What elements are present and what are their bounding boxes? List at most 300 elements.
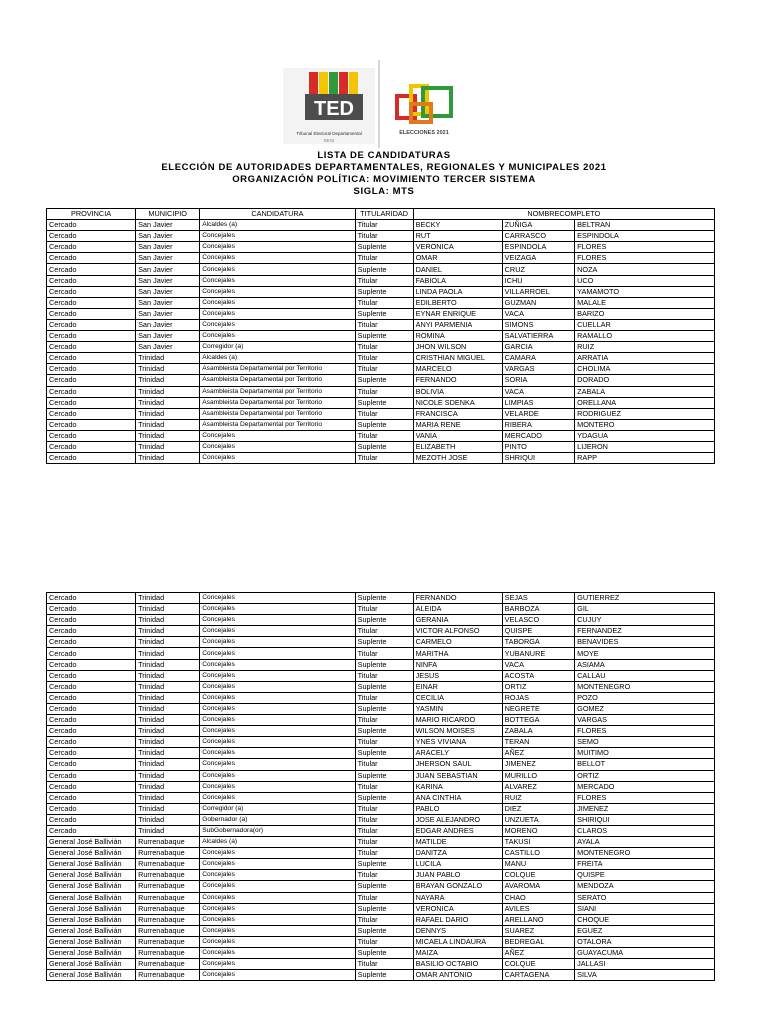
cell-nombre: NAYARA (413, 892, 502, 903)
cell-municipio: San Javier (136, 297, 200, 308)
cell-candidatura: Concejales (200, 759, 355, 770)
cell-titularidad: Titular (355, 936, 413, 947)
table-row (47, 441, 715, 452)
cell-nombre: EDILBERTO (413, 297, 502, 308)
cell-provincia: Cercado (47, 297, 136, 308)
cell-municipio: Trinidad (136, 781, 200, 792)
cell-apellido-paterno: CHAO (502, 892, 574, 903)
cell-municipio: Rurrenabaque (136, 881, 200, 892)
cell-titularidad: Suplente (355, 593, 413, 604)
table-row (47, 593, 715, 604)
cell-municipio: Rurrenabaque (136, 837, 200, 848)
table-row (47, 231, 715, 242)
cell-municipio: Trinidad (136, 615, 200, 626)
cell-apellido-materno: MENDOZA (575, 881, 715, 892)
cell-apellido-materno: CUJUY (575, 615, 715, 626)
candidates-table-page-1 (46, 208, 715, 464)
cell-titularidad: Suplente (355, 703, 413, 714)
table-row (47, 948, 715, 959)
cell-apellido-paterno: VEIZAGA (502, 253, 574, 264)
cell-provincia: General José Ballivián (47, 859, 136, 870)
cell-municipio: Trinidad (136, 792, 200, 803)
cell-candidatura: Concejales (200, 670, 355, 681)
cell-municipio: Rurrenabaque (136, 959, 200, 970)
cell-apellido-materno: YAMAMOTO (575, 286, 715, 297)
cell-titularidad: Suplente (355, 375, 413, 386)
cell-apellido-paterno: ZUÑIGA (502, 220, 574, 231)
cell-apellido-materno: AYALA (575, 837, 715, 848)
cell-provincia: Cercado (47, 441, 136, 452)
cell-provincia: Cercado (47, 386, 136, 397)
cell-titularidad: Suplente (355, 419, 413, 430)
cell-nombre: VERONICA (413, 903, 502, 914)
cell-provincia: General José Ballivián (47, 970, 136, 981)
cell-apellido-paterno: JIMENEZ (502, 759, 574, 770)
cell-apellido-paterno: MANU (502, 859, 574, 870)
table-row (47, 397, 715, 408)
cell-candidatura: Asambleista Departamental por Territorio (200, 419, 355, 430)
cell-apellido-materno: VARGAS (575, 715, 715, 726)
cell-apellido-paterno: ESPINDOLA (502, 242, 574, 253)
cell-apellido-materno: FLORES (575, 792, 715, 803)
cell-municipio: Rurrenabaque (136, 914, 200, 925)
cell-candidatura: Asambleista Departamental por Territorio (200, 364, 355, 375)
cell-titularidad: Suplente (355, 637, 413, 648)
cell-apellido-paterno: QUISPE (502, 626, 574, 637)
cell-apellido-materno: ORTIZ (575, 770, 715, 781)
cell-titularidad: Suplente (355, 970, 413, 981)
cell-titularidad: Suplente (355, 903, 413, 914)
cell-apellido-paterno: RUIZ (502, 792, 574, 803)
cell-apellido-materno: ZABALA (575, 386, 715, 397)
cell-titularidad: Suplente (355, 397, 413, 408)
cell-provincia: Cercado (47, 659, 136, 670)
cell-nombre: JHON WILSON (413, 342, 502, 353)
cell-apellido-materno: FLORES (575, 242, 715, 253)
cell-nombre: ARACELY (413, 748, 502, 759)
cell-titularidad: Suplente (355, 859, 413, 870)
cell-provincia: Cercado (47, 353, 136, 364)
cell-municipio: Rurrenabaque (136, 892, 200, 903)
cell-provincia: Cercado (47, 220, 136, 231)
cell-apellido-materno: SIANI (575, 903, 715, 914)
cell-titularidad: Titular (355, 870, 413, 881)
cell-apellido-paterno: SORIA (502, 375, 574, 386)
cell-titularidad: Titular (355, 453, 413, 464)
cell-candidatura: Concejales (200, 936, 355, 947)
cell-titularidad: Titular (355, 253, 413, 264)
cell-provincia: General José Ballivián (47, 848, 136, 859)
cell-municipio: Trinidad (136, 604, 200, 615)
cell-apellido-paterno: VELARDE (502, 408, 574, 419)
table-row (47, 792, 715, 803)
table-row (47, 364, 715, 375)
cell-titularidad: Titular (355, 408, 413, 419)
cell-nombre: YNES VIVIANA (413, 737, 502, 748)
cell-candidatura: Corregidor (a) (200, 342, 355, 353)
cell-apellido-materno: SILVA (575, 970, 715, 981)
cell-municipio: Rurrenabaque (136, 903, 200, 914)
ted-logo-text: TED (314, 98, 354, 120)
cell-candidatura: Alcaldes (a) (200, 837, 355, 848)
cell-provincia: Cercado (47, 408, 136, 419)
cell-municipio: Trinidad (136, 692, 200, 703)
table-row (47, 242, 715, 253)
cell-provincia: Cercado (47, 430, 136, 441)
cell-apellido-paterno: UNZUETA (502, 814, 574, 825)
cell-titularidad: Titular (355, 892, 413, 903)
cell-provincia: General José Ballivián (47, 870, 136, 881)
table-row (47, 670, 715, 681)
cell-candidatura: Concejales (200, 319, 355, 330)
cell-municipio: Trinidad (136, 770, 200, 781)
document-subtitle: ELECCIÓN DE AUTORIDADES DEPARTAMENTALES, REGIONALES Y MUNICIPALES 2021 (161, 162, 607, 173)
cell-candidatura: Concejales (200, 859, 355, 870)
cell-provincia: Cercado (47, 375, 136, 386)
cell-apellido-materno: FREITA (575, 859, 715, 870)
cell-candidatura: Concejales (200, 453, 355, 464)
cell-titularidad: Titular (355, 386, 413, 397)
cell-apellido-materno: GIL (575, 604, 715, 615)
table-row (47, 659, 715, 670)
cell-apellido-paterno: RIBERA (502, 419, 574, 430)
table-row (47, 814, 715, 825)
cell-candidatura: Alcaldes (a) (200, 220, 355, 231)
cell-apellido-paterno: BEDREGAL (502, 936, 574, 947)
cell-nombre: DANIEL (413, 264, 502, 275)
cell-titularidad: Suplente (355, 792, 413, 803)
cell-candidatura: Corregidor (a) (200, 803, 355, 814)
cell-nombre: MICAELA LINDAURA (413, 936, 502, 947)
cell-nombre: BASILIO OCTABIO (413, 959, 502, 970)
table-row (47, 648, 715, 659)
cell-provincia: Cercado (47, 319, 136, 330)
cell-municipio: Trinidad (136, 737, 200, 748)
cell-candidatura: Concejales (200, 264, 355, 275)
cell-candidatura: Asambleista Departamental por Territorio (200, 408, 355, 419)
table-row (47, 781, 715, 792)
cell-titularidad: Titular (355, 737, 413, 748)
table-row (47, 848, 715, 859)
cell-apellido-paterno: BARBOZA (502, 604, 574, 615)
cell-nombre: FERNANDO (413, 375, 502, 386)
cell-municipio: Trinidad (136, 715, 200, 726)
cell-candidatura: Concejales (200, 430, 355, 441)
cell-provincia: Cercado (47, 604, 136, 615)
cell-municipio: Trinidad (136, 375, 200, 386)
cell-candidatura: Concejales (200, 781, 355, 792)
table-row (47, 220, 715, 231)
cell-titularidad: Suplente (355, 726, 413, 737)
table-row (47, 837, 715, 848)
cell-apellido-paterno: MERCADO (502, 430, 574, 441)
table-body-page-2 (47, 593, 715, 981)
cell-nombre: JHERSON SAUL (413, 759, 502, 770)
cell-provincia: Cercado (47, 242, 136, 253)
table-row (47, 353, 715, 364)
cell-candidatura: Concejales (200, 737, 355, 748)
cell-apellido-materno: GUAYACUMA (575, 948, 715, 959)
cell-apellido-materno: RAPP (575, 453, 715, 464)
cell-apellido-materno: SHIRIQUI (575, 814, 715, 825)
cell-titularidad: Titular (355, 353, 413, 364)
table-row (47, 286, 715, 297)
cell-provincia: Cercado (47, 792, 136, 803)
cell-municipio: San Javier (136, 331, 200, 342)
cell-provincia: Cercado (47, 593, 136, 604)
cell-apellido-paterno: CASTILLO (502, 848, 574, 859)
ted-region: BENI (323, 138, 335, 143)
cell-nombre: PABLO (413, 803, 502, 814)
cell-municipio: Trinidad (136, 637, 200, 648)
cell-apellido-paterno: YUBANURE (502, 648, 574, 659)
cell-candidatura: Concejales (200, 970, 355, 981)
ted-subtitle: Tribunal Electoral Departamental (296, 131, 362, 136)
cell-provincia: General José Ballivián (47, 936, 136, 947)
cell-apellido-paterno: ORTIZ (502, 681, 574, 692)
cell-provincia: General José Ballivián (47, 837, 136, 848)
cell-apellido-paterno: GUZMAN (502, 297, 574, 308)
cell-municipio: Rurrenabaque (136, 859, 200, 870)
cell-titularidad: Titular (355, 959, 413, 970)
table-row (47, 770, 715, 781)
cell-apellido-paterno: SEJAS (502, 593, 574, 604)
cell-apellido-paterno: DIEZ (502, 803, 574, 814)
cell-municipio: Trinidad (136, 386, 200, 397)
cell-candidatura: Concejales (200, 692, 355, 703)
cell-apellido-paterno: CRUZ (502, 264, 574, 275)
cell-candidatura: Concejales (200, 848, 355, 859)
cell-apellido-materno: RAMALLO (575, 331, 715, 342)
cell-nombre: JUAN SEBASTIAN (413, 770, 502, 781)
cell-provincia: Cercado (47, 748, 136, 759)
table-body-page-1 (47, 220, 715, 464)
cell-titularidad: Titular (355, 430, 413, 441)
cell-nombre: ANA CINTHIA (413, 792, 502, 803)
cell-apellido-materno: ORELLANA (575, 397, 715, 408)
cell-apellido-materno: CUELLAR (575, 319, 715, 330)
cell-nombre: KARINA (413, 781, 502, 792)
cell-apellido-paterno: CAMARA (502, 353, 574, 364)
cell-apellido-materno: EGUEZ (575, 925, 715, 936)
cell-titularidad: Titular (355, 364, 413, 375)
party-acronym: SIGLA: MTS (353, 186, 415, 197)
cell-provincia: Cercado (47, 419, 136, 430)
cell-municipio: Trinidad (136, 453, 200, 464)
cell-apellido-materno: CALLAU (575, 670, 715, 681)
cell-titularidad: Suplente (355, 948, 413, 959)
cell-candidatura: Concejales (200, 297, 355, 308)
cell-apellido-materno: MERCADO (575, 781, 715, 792)
cell-provincia: General José Ballivián (47, 914, 136, 925)
cell-provincia: Cercado (47, 825, 136, 836)
cell-apellido-materno: ESPINDOLA (575, 231, 715, 242)
cell-municipio: Rurrenabaque (136, 925, 200, 936)
cell-provincia: Cercado (47, 726, 136, 737)
cell-candidatura: Concejales (200, 331, 355, 342)
header-logos (283, 60, 468, 148)
cell-provincia: Cercado (47, 648, 136, 659)
cell-provincia: General José Ballivián (47, 892, 136, 903)
cell-titularidad: Suplente (355, 242, 413, 253)
table-row (47, 859, 715, 870)
cell-apellido-materno: UCO (575, 275, 715, 286)
cell-titularidad: Suplente (355, 881, 413, 892)
cell-candidatura: Concejales (200, 914, 355, 925)
cell-apellido-paterno: AVAROMA (502, 881, 574, 892)
cell-municipio: Rurrenabaque (136, 948, 200, 959)
cell-candidatura: Concejales (200, 593, 355, 604)
cell-provincia: Cercado (47, 286, 136, 297)
cell-nombre: MARIA RENE (413, 419, 502, 430)
cell-municipio: Trinidad (136, 353, 200, 364)
table-row (47, 759, 715, 770)
cell-nombre: EYNAR ENRIQUE (413, 308, 502, 319)
cell-nombre: VANIA (413, 430, 502, 441)
cell-municipio: Rurrenabaque (136, 870, 200, 881)
cell-provincia: General José Ballivián (47, 881, 136, 892)
cell-candidatura: Concejales (200, 703, 355, 714)
cell-municipio: San Javier (136, 264, 200, 275)
cell-municipio: Trinidad (136, 670, 200, 681)
cell-candidatura: Asambleista Departamental por Territorio (200, 397, 355, 408)
cell-candidatura: Concejales (200, 726, 355, 737)
table-row (47, 692, 715, 703)
cell-apellido-materno: ASIAMA (575, 659, 715, 670)
cell-nombre: GERANIA (413, 615, 502, 626)
cell-titularidad: Titular (355, 914, 413, 925)
cell-candidatura: Concejales (200, 604, 355, 615)
cell-apellido-paterno: GARCIA (502, 342, 574, 353)
cell-apellido-paterno: AÑEZ (502, 948, 574, 959)
table-row (47, 748, 715, 759)
cell-titularidad: Titular (355, 275, 413, 286)
cell-apellido-materno: RUIZ (575, 342, 715, 353)
cell-titularidad: Suplente (355, 659, 413, 670)
cell-nombre: EDGAR ANDRES (413, 825, 502, 836)
cell-apellido-materno: BARIZO (575, 308, 715, 319)
cell-candidatura: Concejales (200, 792, 355, 803)
cell-nombre: LINDA PAOLA (413, 286, 502, 297)
cell-nombre: CARMELO (413, 637, 502, 648)
cell-municipio: Trinidad (136, 726, 200, 737)
cell-municipio: Trinidad (136, 430, 200, 441)
cell-apellido-paterno: VACA (502, 659, 574, 670)
cell-candidatura: Concejales (200, 648, 355, 659)
cell-apellido-paterno: AVILES (502, 903, 574, 914)
table-row (47, 342, 715, 353)
cell-titularidad: Suplente (355, 286, 413, 297)
column-header-nombre-completo: NOMBRECOMPLETO (413, 209, 714, 220)
cell-provincia: Cercado (47, 308, 136, 319)
cell-titularidad: Titular (355, 626, 413, 637)
cell-apellido-materno: CLAROS (575, 825, 715, 836)
cell-provincia: Cercado (47, 331, 136, 342)
cell-nombre: MARITHA (413, 648, 502, 659)
cell-titularidad: Titular (355, 342, 413, 353)
cell-nombre: YASMIN (413, 703, 502, 714)
cell-apellido-paterno: ICHU (502, 275, 574, 286)
cell-provincia: Cercado (47, 737, 136, 748)
cell-nombre: MEZOTH JOSE (413, 453, 502, 464)
cell-titularidad: Titular (355, 825, 413, 836)
cell-nombre: VICTOR ALFONSO (413, 626, 502, 637)
cell-apellido-materno: JALLASI (575, 959, 715, 970)
cell-apellido-paterno: TERAN (502, 737, 574, 748)
cell-municipio: San Javier (136, 286, 200, 297)
cell-titularidad: Suplente (355, 770, 413, 781)
document-title: LISTA DE CANDIDATURAS (317, 150, 451, 161)
cell-nombre: NICOLE SDENKA (413, 397, 502, 408)
cell-titularidad: Suplente (355, 331, 413, 342)
cell-nombre: RAFAEL DARIO (413, 914, 502, 925)
cell-nombre: DENNYS (413, 925, 502, 936)
cell-candidatura: Concejales (200, 659, 355, 670)
cell-municipio: Trinidad (136, 659, 200, 670)
cell-nombre: EINAR (413, 681, 502, 692)
table-row (47, 925, 715, 936)
cell-provincia: Cercado (47, 397, 136, 408)
cell-candidatura: Concejales (200, 959, 355, 970)
table-row (47, 453, 715, 464)
cell-provincia: Cercado (47, 670, 136, 681)
cell-apellido-materno: FLORES (575, 726, 715, 737)
cell-nombre: FABIOLA (413, 275, 502, 286)
cell-apellido-paterno: VARGAS (502, 364, 574, 375)
cell-apellido-materno: YDAGUA (575, 430, 715, 441)
cell-titularidad: Titular (355, 319, 413, 330)
cell-apellido-materno: MUITIMO (575, 748, 715, 759)
cell-candidatura: Concejales (200, 286, 355, 297)
cell-apellido-materno: FERNANDEZ (575, 626, 715, 637)
cell-apellido-paterno: LIMPIAS (502, 397, 574, 408)
cell-apellido-paterno: ALVAREZ (502, 781, 574, 792)
cell-titularidad: Titular (355, 759, 413, 770)
cell-candidatura: Concejales (200, 275, 355, 286)
cell-nombre: DANITZA (413, 848, 502, 859)
table-row (47, 419, 715, 430)
cell-municipio: Rurrenabaque (136, 936, 200, 947)
cell-municipio: Trinidad (136, 759, 200, 770)
cell-municipio: San Javier (136, 308, 200, 319)
cell-titularidad: Titular (355, 670, 413, 681)
cell-titularidad: Titular (355, 814, 413, 825)
table-row (47, 308, 715, 319)
table-row (47, 825, 715, 836)
cell-municipio: San Javier (136, 342, 200, 353)
cell-apellido-materno: POZO (575, 692, 715, 703)
cell-candidatura: Concejales (200, 308, 355, 319)
cell-titularidad: Titular (355, 220, 413, 231)
cell-apellido-materno: MONTERO (575, 419, 715, 430)
column-header-candidatura: CANDIDATURA (200, 209, 355, 220)
cell-apellido-materno: OTALORA (575, 936, 715, 947)
cell-candidatura: Alcaldes (a) (200, 353, 355, 364)
cell-apellido-materno: MOYE (575, 648, 715, 659)
cell-apellido-materno: CHOQUE (575, 914, 715, 925)
cell-candidatura: Concejales (200, 615, 355, 626)
cell-nombre: ELIZABETH (413, 441, 502, 452)
cell-provincia: Cercado (47, 770, 136, 781)
cell-apellido-paterno: VACA (502, 308, 574, 319)
table-row (47, 264, 715, 275)
cell-municipio: San Javier (136, 242, 200, 253)
table-row (47, 319, 715, 330)
cell-candidatura: Concejales (200, 770, 355, 781)
cell-nombre: WILSON MOISES (413, 726, 502, 737)
cell-nombre: JOSE ALEJANDRO (413, 814, 502, 825)
cell-apellido-paterno: PINTO (502, 441, 574, 452)
